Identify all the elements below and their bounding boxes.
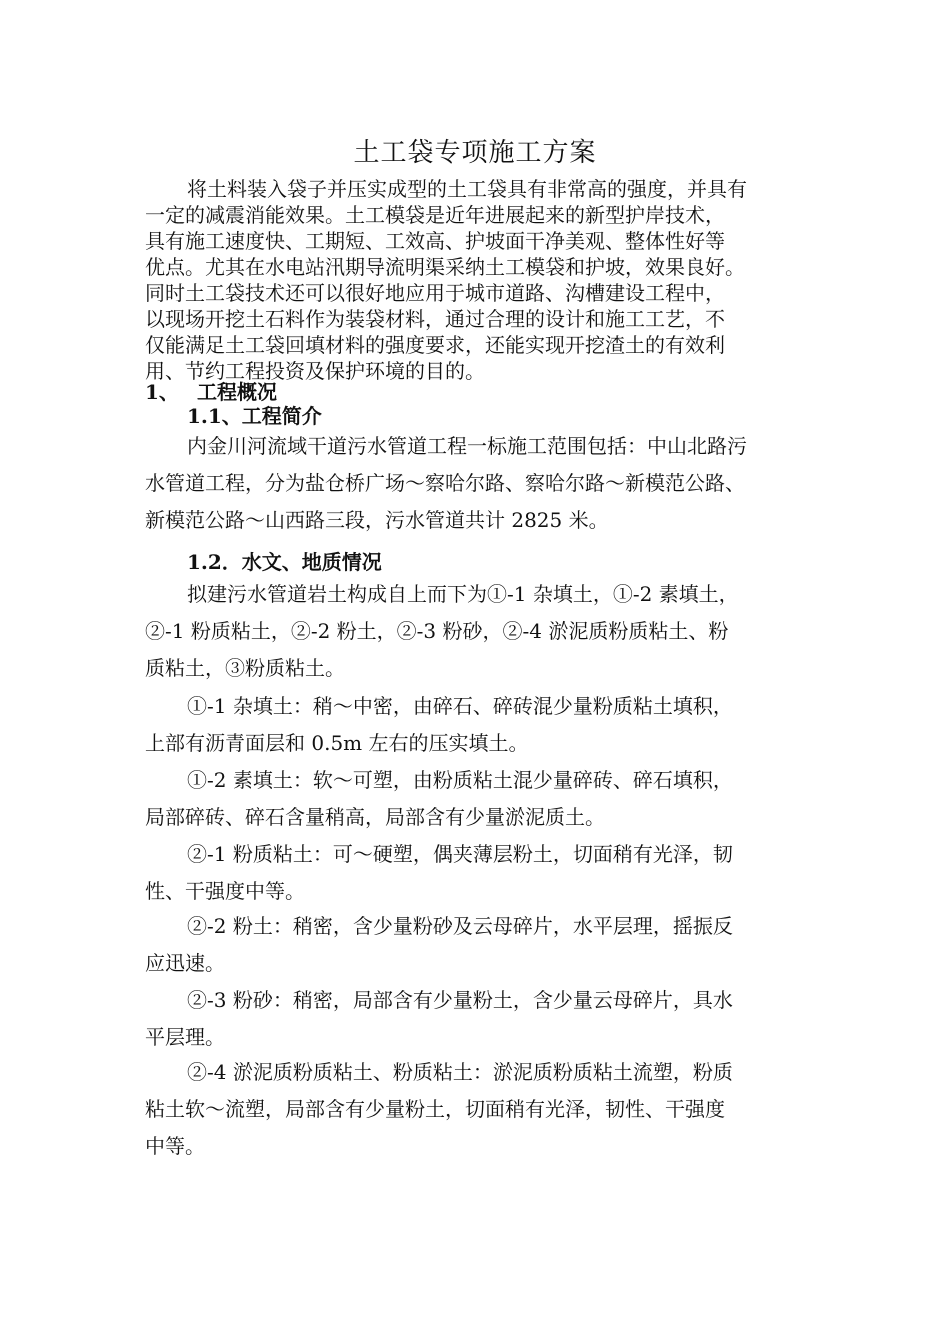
paragraph-soil-2-2: [145, 908, 825, 982]
text-line: 同时土工袋技术还可以很好地应用于城市道路、沟槽建设工程中，: [145, 281, 725, 305]
text-line: ②-1 粉质粘土，②-2 粉土，②-3 粉砂，②-4 淤泥质粉质粘土、粉: [145, 619, 729, 643]
text-line: 用、节约工程投资及保护环境的目的。: [145, 359, 485, 383]
text-line: 上部有沥青面层和 0.5m 左右的压实填土。: [145, 731, 529, 755]
text-line: 局部碎砖、碎石含量稍高，局部含有少量淤泥质土。: [145, 805, 605, 829]
text-line: 将土料装入袋子并压实成型的土工袋具有非常高的强度，并具有: [187, 177, 747, 201]
document-title: 土工袋专项施工方案: [353, 138, 597, 168]
text-line: ②-1 粉质粘土：可～硬塑，偶夹薄层粉土，切面稍有光泽，韧: [187, 842, 733, 866]
text-line: 平层理。: [145, 1025, 225, 1049]
paragraph-soil-2-1: [145, 836, 825, 910]
text-line: ②-3 粉砂：稍密，局部含有少量粉土，含少量云母碎片，具水: [187, 988, 733, 1012]
text-line: 质粘土，③粉质粘土。: [145, 656, 345, 680]
paragraph-soil-1-1: [145, 688, 825, 762]
section-title: 工程概况: [197, 380, 277, 404]
section-number: 1、: [145, 380, 179, 404]
text-line: 内金川河流域干道污水管道工程一标施工范围包括：中山北路污: [187, 434, 747, 458]
text-line: ②-2 粉土：稍密，含少量粉砂及云母碎片，水平层理，摇振反: [187, 914, 733, 938]
paragraph-project-overview: [145, 428, 825, 539]
paragraph-soil-1-2: [145, 762, 825, 836]
text-line: 性、干强度中等。: [145, 879, 305, 903]
text-line: 粘土软～流塑，局部含有少量粉土，切面稍有光泽，韧性、干强度: [145, 1097, 725, 1121]
text-line: 以现场开挖土石料作为装袋材料，通过合理的设计和施工工艺，不: [145, 307, 725, 331]
section-heading-1-2: 1.2．水文、地质情况: [187, 550, 382, 574]
section-heading-1-1: 1.1、工程简介: [187, 404, 322, 428]
paragraph-geology: [145, 576, 825, 687]
text-line: 应迅速。: [145, 951, 225, 975]
text-line: 仅能满足土工袋回填材料的强度要求，还能实现开挖渣土的有效利: [145, 333, 725, 357]
text-line: 具有施工速度快、工期短、工效高、护坡面干净美观、整体性好等: [145, 229, 725, 253]
text-line: 优点。尤其在水电站汛期导流明渠采纳土工模袋和护坡，效果良好。: [145, 255, 745, 279]
text-line: ②-4 淤泥质粉质粘土、粉质粘土：淤泥质粉质粘土流塑，粉质: [187, 1060, 733, 1084]
text-line: 一定的减震消能效果。土工模袋是近年进展起来的新型护岸技术，: [145, 203, 725, 227]
paragraph-soil-2-4: [145, 1054, 825, 1165]
text-line: ①-2 素填土：软～可塑，由粉质粘土混少量碎砖、碎石填积，: [187, 768, 733, 792]
intro-paragraph: [145, 176, 825, 384]
text-line: ①-1 杂填土：稍～中密，由碎石、碎砖混少量粉质粘土填积，: [187, 694, 733, 718]
text-line: 水管道工程，分为盐仓桥广场～察哈尔路、察哈尔路～新模范公路、: [145, 471, 745, 495]
paragraph-soil-2-3: [145, 982, 825, 1056]
text-line: 新模范公路～山西路三段，污水管道共计 2825 米。: [145, 508, 609, 532]
text-line: 中等。: [145, 1134, 205, 1158]
text-line: 拟建污水管道岩土构成自上而下为①-1 杂填土，①-2 素填土，: [187, 582, 739, 606]
